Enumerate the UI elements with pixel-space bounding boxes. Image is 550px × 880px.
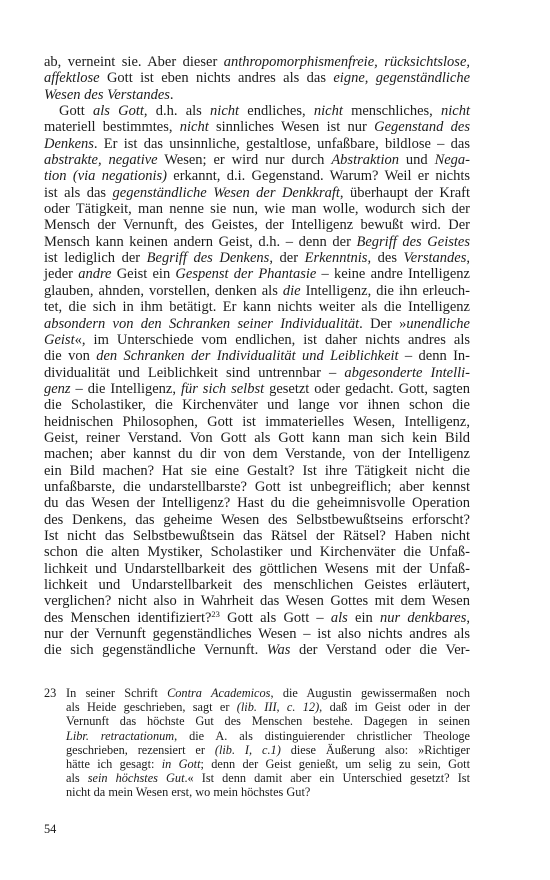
text-line: die sich gegenständliche Vernunft. Was der Verstand oder die Ver- [44, 642, 471, 659]
footnote-text [66, 686, 470, 800]
text-line: die Scholastiker, die Kirchenväter und lange vor ihnen schon die [44, 397, 470, 414]
text-line: ist als das gegenständliche Wesen der Denkkraft, überhaupt der Kraft [44, 184, 470, 201]
text-line: heidnischen Philosophen, Gott ist immaterielles Wesen, Intelligenz, [44, 413, 470, 430]
text-line: glauben, ahnden, vorstellen, denken als die Intelligenz, die ihn erleuch- [44, 282, 470, 299]
text-line: materiell bestimmtes, nicht sinnliches Wesen ist nur Gegenstand des [44, 119, 470, 136]
text-line: Geist, reiner Verstand. Von Gott als Gott kann man sich kein Bild [44, 429, 470, 446]
text-line: schon die alten Mystiker, Scholastiker und Kirchenväter die Unfaß- [44, 544, 470, 561]
footnote-line: Vernunft das höchste Gut des Menschen bestehe. Dagegen in seinen [66, 714, 470, 729]
text-line: du das Wesen der Intelligenz? Hast du die geheimnisvolle Operation [44, 495, 470, 512]
text-line: Ist nicht das Selbstbewußtsein das Rätsel der Rätsel? Haben nicht [44, 527, 470, 544]
text-line: Geist«, im Unterschiede vom endlichen, ist daher nichts andres als [44, 331, 470, 348]
text-line: affektlose Gott ist eben nichts andres als das eigne, gegenständliche [44, 70, 471, 87]
text-line: Gott als Gott, d.h. als nicht endliches, nicht menschliches, nicht [59, 103, 471, 120]
text-line: lichkeit und Undarstellbarkeit des menschlichen Geistes erläutert, [44, 577, 470, 593]
text-line: absondern von den Schranken seiner Individualität. Der »unendliche [44, 315, 470, 332]
text-line: lichkeit und Undarstellbarkeit des göttlichen Wesens mit der Unfaß- [44, 560, 470, 577]
text-line: oder Tätigkeit, man nenne sie nun, wie man wolle, wodurch sich der [44, 201, 470, 218]
main-text [44, 54, 470, 659]
text-line: unfaßbarste, die undarstellbarste? Gott ist unbegreiflich; aber kennst [44, 478, 470, 495]
text-line: tion (via negationis) erkannt, d.i. Gegenstand. Warum? Weil er nichts [44, 168, 470, 185]
text-line: Denkens. Er ist das unsinnliche, gestaltlose, unfaßbare, bildlose – das [44, 135, 470, 152]
text-line: ab, verneint sie. Aber dieser anthropomorphismenfreie, rücksichtslose, [44, 54, 471, 70]
footnote-line: In seiner Schrift Contra Academicos, die Augustin gewissermaßen noch [66, 686, 470, 700]
text-line: ein Bild machen? Hat sie eine Gestalt? Ist ihre Tätigkeit nicht die [44, 462, 470, 479]
text-line: Mensch der Vernunft, des Geistes, der Intelligenz bewußt wird. Der [44, 217, 470, 234]
text-line: des Denkens, das geheime Wesen des Selbstbewußtseins erforscht? [44, 511, 470, 528]
text-line: tet, die sich in ihm betätigt. Er kann nichts weiter als die Intelligenz [44, 299, 470, 316]
footnote-line: als Heide geschrieben, sagt er (lib. III, c. 12), daß im Geist oder in der [66, 700, 470, 715]
text-line: dividualität und Leiblichkeit sind untrennbar – abgesonderte Intelli- [44, 364, 470, 381]
text-line: genz – die Intelligenz, für sich selbst gesetzt oder gedacht. Gott, sagten [44, 380, 470, 397]
footnote-line: Libr. retractationum, die A. als distinguierender christlicher Theologe [66, 728, 470, 743]
text-line: nur der Vernunft gegenständliches Wesen – ist also nichts andres als [44, 626, 470, 643]
text-line: abstrakte, negative Wesen; er wird nur durch Abstraktion und Nega- [44, 152, 471, 169]
text-line: jeder andre Geist ein Gespenst der Phantasie – keine andre Intelligenz [44, 266, 470, 283]
footnote [44, 686, 470, 800]
footnote-line: hätte ich gesagt: in Gott; denn der Geist genießt, um selig zu sein, Gott [66, 756, 471, 771]
text-line: ist lediglich der Begriff des Denkens, der Erkenntnis, des Verstandes, [44, 250, 470, 267]
text-line: des Menschen identifiziert?$^{23}$ Gott als Gott – als ein nur denkbares, [44, 608, 471, 626]
text-line: verglichen? nicht also in Wahrheit das Wesen Gottes mit dem Wesen [44, 593, 470, 610]
footnote-line: geschrieben, rezensiert er (lib. I, c.1) diese Äußerung also: »Richtiger [66, 742, 471, 757]
text-line: Mensch kann keinen andern Geist, d.h. – denn der Begriff des Geistes [44, 233, 470, 250]
page-number: 54 [44, 822, 57, 836]
text-line: machen; aber kannst du dir von dem Verstande, von der Intelligenz [44, 446, 470, 463]
footnote-line: als sein höchstes Gut.« Ist denn damit aber ein Unterschied gesetzt? Ist [66, 771, 470, 786]
footnote-number: 23 [44, 686, 57, 700]
text-line: Wesen des Verstandes. [44, 86, 174, 103]
footnote-line: nicht da mein Wesen erst, wo mein höchstes Gut? [66, 785, 311, 800]
text-line: die von den Schranken der Individualität und Leiblichkeit – denn In- [44, 348, 470, 365]
